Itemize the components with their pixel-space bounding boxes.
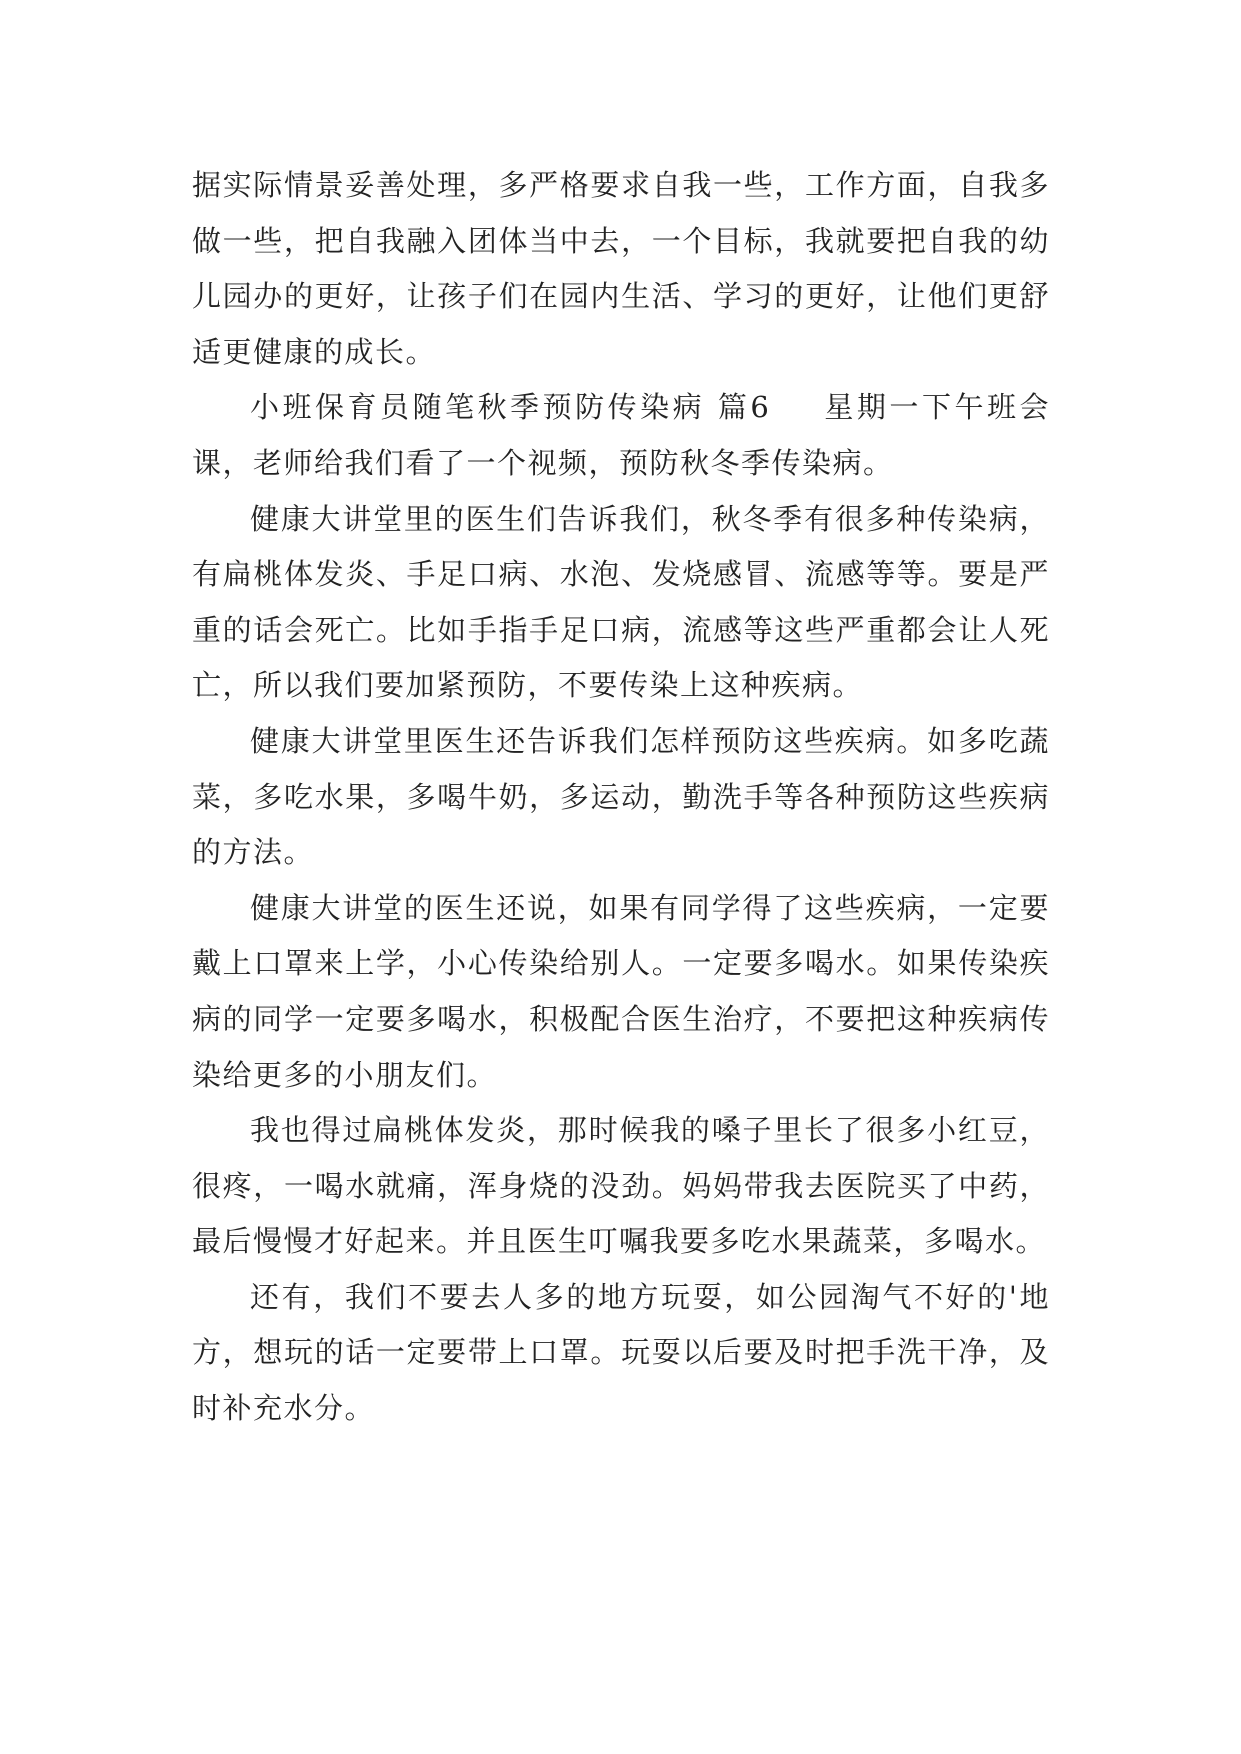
paragraph-7 [192,1270,1050,1437]
paragraph-text: 星期一下午班会课，老师给我们看了一个视频，预防秋冬季传染病。 [192,390,1050,480]
paragraph-2 [192,380,1050,491]
paragraph-4 [192,714,1050,881]
paragraph-text: 健康大讲堂里的医生们告诉我们，秋冬季有很多种传染病，有扁桃体发炎、手足口病、水泡、发烧感冒、流感等等。要是严重的话会死亡。比如手指手足口病，流感等这些严重都会让人死亡，所以我们要加紧预防，不要传染上这种疾病。 [192,501,1050,703]
paragraph-text: 健康大讲堂的医生还说，如果有同学得了这些疾病，一定要戴上口罩来上学，小心传染给别人。一定要多喝水。如果传染疾病的同学一定要多喝水，积极配合医生治疗，不要把这种疾病传染给更多的小朋友们。 [192,890,1050,1092]
document-body [192,158,1050,1437]
paragraph-5 [192,881,1050,1103]
paragraph-text: 我也得过扁桃体发炎，那时候我的嗓子里长了很多小红豆，很疼，一喝水就痛，浑身烧的没劲。妈妈带我去医院买了中药，最后慢慢才好起来。并且医生叮嘱我要多吃水果蔬菜，多喝水。 [192,1113,1050,1259]
paragraph-text: 健康大讲堂里医生还告诉我们怎样预防这些疾病。如多吃蔬菜，多吃水果，多喝牛奶，多运动，勤洗手等各种预防这些疾病的方法。 [192,723,1050,870]
section-heading: 小班保育员随笔秋季预防传染病 篇6 [250,390,771,425]
paragraph-1 [192,158,1050,380]
paragraph-6 [192,1103,1050,1270]
paragraph-3 [192,492,1050,714]
paragraph-text: 还有，我们不要去人多的地方玩耍，如公园淘气不好的'地方，想玩的话一定要带上口罩。玩耍以后要及时把手洗干净，及时补充水分。 [192,1279,1050,1426]
paragraph-text: 据实际情景妥善处理，多严格要求自我一些，工作方面，自我多做一些，把自我融入团体当中去，一个目标，我就要把自我的幼儿园办的更好，让孩子们在园内生活、学习的更好，让他们更舒适更健康的成长。 [192,168,1050,369]
